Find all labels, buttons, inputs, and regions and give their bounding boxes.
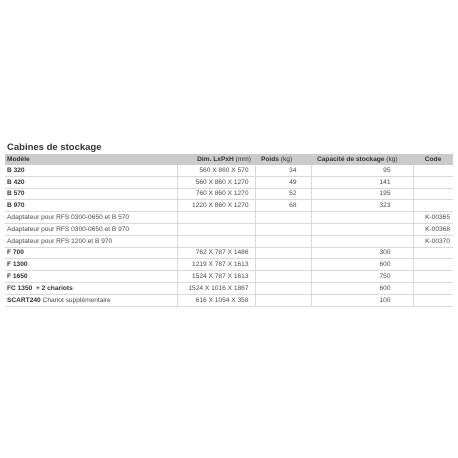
cell-capacity: 750: [311, 271, 413, 283]
model-name: B 970: [7, 202, 25, 210]
model-name: B 570: [7, 190, 25, 198]
table-row: [5, 188, 453, 200]
cell-capacity: 600: [311, 259, 413, 271]
table-row: [5, 176, 453, 188]
cell-capacity: [311, 212, 413, 224]
cell-dimensions: 760 X 860 X 1270: [177, 188, 255, 200]
header-capacity: [311, 154, 413, 165]
cell-code: [413, 176, 453, 188]
header-code: [413, 154, 453, 165]
cell-model: [5, 294, 177, 306]
header-capacity-label: Capacité de stockage: [317, 156, 385, 163]
cell-dimensions: 560 X 860 X 1270: [177, 176, 255, 188]
cell-model: [5, 259, 177, 271]
table-row: [5, 282, 453, 294]
cell-code: K-00368: [413, 223, 453, 235]
header-weight: [255, 154, 311, 165]
header-code-label: Code: [424, 156, 442, 163]
cell-capacity: 323: [311, 200, 413, 212]
header-model-label: Modèle: [7, 156, 30, 163]
cell-dimensions: 762 X 787 X 1486: [177, 247, 255, 259]
cell-model: [5, 200, 177, 212]
table-row: [5, 271, 453, 283]
header-weight-label: Poids: [261, 156, 279, 163]
model-name: FC 1350 + 2 chariots: [7, 284, 73, 292]
cell-capacity: 600: [311, 282, 413, 294]
cell-weight: 49: [255, 176, 311, 188]
model-description: Adaptateur pour RFS 0300-0650 et B 570: [7, 214, 130, 222]
model-name: B 420: [7, 178, 25, 186]
cell-code: K-00365: [413, 212, 453, 224]
header-row: [5, 154, 453, 165]
cell-weight: 68: [255, 200, 311, 212]
cell-code: [413, 259, 453, 271]
model-description: Adaptateur pour RFS 0300-0650 et B 970: [7, 225, 130, 233]
cell-capacity: [311, 235, 413, 247]
cell-dimensions: 1220 X 860 X 1270: [177, 200, 255, 212]
header-model: [5, 154, 177, 165]
cell-code: [413, 165, 453, 176]
cell-capacity: [311, 223, 413, 235]
table-row: [5, 247, 453, 259]
cell-dimensions: 1524 X 787 X 1613: [177, 271, 255, 283]
header-weight-unit: (kg): [278, 156, 293, 163]
cell-code: [413, 188, 453, 200]
cell-model: [5, 271, 177, 283]
model-name: B 320: [7, 166, 25, 174]
cell-weight: [255, 282, 311, 294]
table-row: [5, 259, 453, 271]
table-header: [5, 154, 453, 165]
cell-dimensions: [177, 223, 255, 235]
cell-code: [413, 271, 453, 283]
cell-model: [5, 282, 177, 294]
header-dimensions-unit: (mm): [233, 156, 251, 163]
cell-capacity: 195: [311, 188, 413, 200]
cell-weight: [255, 235, 311, 247]
cell-model: [5, 188, 177, 200]
header-dimensions-label: Dim. LxPxH: [197, 156, 234, 163]
cell-weight: [255, 212, 311, 224]
table-title: Cabines de stockage: [7, 142, 102, 153]
cell-capacity: 141: [311, 176, 413, 188]
model-description: Chariot supplémentaire: [40, 296, 111, 304]
cell-code: [413, 200, 453, 212]
storage-cabinets-table: [5, 154, 453, 307]
cell-model: [5, 176, 177, 188]
cell-dimensions: [177, 235, 255, 247]
cell-model: [5, 247, 177, 259]
table-row: [5, 235, 453, 247]
cell-code: [413, 247, 453, 259]
cell-model: [5, 223, 177, 235]
cell-weight: [255, 223, 311, 235]
cell-dimensions: 1219 X 787 X 1613: [177, 259, 255, 271]
cell-model: [5, 235, 177, 247]
cell-dimensions: 1524 X 1016 X 1867: [177, 282, 255, 294]
cell-weight: 52: [255, 188, 311, 200]
model-name: F 1300: [7, 261, 28, 269]
cell-capacity: 300: [311, 247, 413, 259]
cell-code: [413, 294, 453, 306]
cell-weight: [255, 271, 311, 283]
table-row: [5, 200, 453, 212]
table-row: [5, 294, 453, 306]
model-name: F 700: [7, 249, 24, 257]
cell-weight: [255, 247, 311, 259]
cell-dimensions: 560 X 860 X 570: [177, 165, 255, 176]
cell-dimensions: 616 X 1054 X 358: [177, 294, 255, 306]
cell-code: K-00370: [413, 235, 453, 247]
header-capacity-unit: (kg): [384, 156, 398, 163]
cell-capacity: 95: [311, 165, 413, 176]
table-body: [5, 165, 453, 306]
model-name: F 1650: [7, 273, 28, 281]
cell-weight: [255, 259, 311, 271]
model-name: SCART240: [7, 296, 41, 304]
cell-code: [413, 282, 453, 294]
table-row: [5, 165, 453, 176]
cell-dimensions: [177, 212, 255, 224]
header-dimensions: [177, 154, 255, 165]
cell-weight: 34: [255, 165, 311, 176]
cell-capacity: 100: [311, 294, 413, 306]
cell-model: [5, 212, 177, 224]
cell-model: [5, 165, 177, 176]
model-description: Adaptateur pour RFS 1200 et B 970: [7, 237, 113, 245]
table-row: [5, 212, 453, 224]
cell-weight: [255, 294, 311, 306]
table-row: [5, 223, 453, 235]
